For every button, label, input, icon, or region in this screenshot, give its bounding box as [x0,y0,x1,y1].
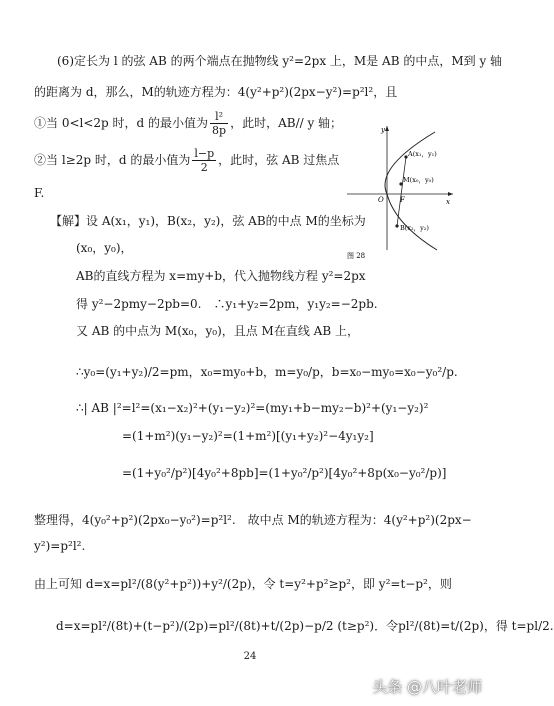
x-axis-label: x [446,198,450,206]
solution-line-1: 【解】设 A(x₁，y₁)，B(x₂，y₂)，弦 AB的中点 M的坐标为 [50,214,366,228]
solution-line-5: 又 AB 的中点为 M(x₀，y₀)，且点 M在直线 AB 上， [76,324,359,338]
solution-line-10: 整理得，4(y₀²+p²)(2px₀−y₀²)=p²l². 故中点 M的轨迹方程为：4(y²+p²)(2px− [34,513,472,527]
solution-line-8: =(1+m²)(y₁−y₂)²=(1+m²)[(y₁+y₂)²−4y₁y₂] [122,429,374,443]
problem-line-2: 的距离为 d，那么，M的轨迹方程为：4(y²+p²)(2px−y²)=p²l²，且 [34,85,398,99]
case-1-text: ①当 0<l<2p 时，d 的最小值为 [34,116,209,130]
page-number: 24 [243,651,257,662]
y-axis-label: y [381,126,385,134]
point-a-label: A(x₁，y₁) [408,150,437,158]
case-2-fraction: $\frac{l-p}{2}$ [194,147,215,174]
solution-line-12: 由上可知 d=x=pl²/(8(y²+p²))+y²/(2p)，令 t=y²+p²≥p²，即 y²=t−p²，则 [34,577,452,591]
problem-line-1: (6)定长为 l 的弦 AB 的两个端点在抛物线 y²=2px 上，M是 AB 的中点，M到 y 轴 [57,54,503,68]
case-2-line [34,147,339,174]
case-1-fraction: $\frac{\text{l²}}{8p}$ [212,110,227,137]
solution-line-2: (x₀，y₀)， [76,241,133,255]
origin-label: O [378,196,384,204]
case-2-line-end: F. [34,186,45,200]
point-m-label: M(x₀，y₀) [403,176,434,184]
figure-caption: 图 28 [347,252,366,260]
focus-label: F [400,196,405,204]
chord-ab [397,157,406,226]
watermark: 头条 @八叶老师 [372,678,482,696]
x-axis-arrow [448,192,453,196]
solution-line-6: ∴y₀=(y₁+y₂)/2=pm，x₀=my₀+b，m=y₀/p，b=x₀−my₀=x₀−y₀²/p. [76,365,458,379]
solution-line-9: =(1+y₀²/p²)[4y₀²+8pb]=(1+y₀²/p²)[4y₀²+8p(x₀−y₀²/p)] [122,466,447,480]
solution-line-4: 得 y²−2pmy−2pb=0. ∴y₁+y₂=2pm，y₁y₂=−2pb. [76,297,378,311]
solution-line-3: AB的直线方程为 x=my+b，代入抛物线方程 y²=2px [76,269,366,283]
parabola-figure [345,118,457,260]
solution-line-7: ∴| AB |²=l²=(x₁−x₂)²+(y₁−y₂)²=(my₁+b−my₂−b)²+(y₁−y₂)² [76,401,429,415]
case-1-tail: ，此时，AB// y 轴； [230,116,343,130]
case-2-text: ②当 l≥2p 时，d 的最小值为 [34,153,191,167]
solution-line-13: d=x=pl²/(8t)+(t−p²)/(2p)=pl²/(8t)+t/(2p)−p/2 (t≥p²)．令pl²/(8t)=t/(2p)，得 t=pl/2. [56,619,554,633]
point-b [395,224,398,227]
case-2-tail: ，此时，弦 AB 过焦点 [218,153,340,167]
point-b-label: B(x₂，y₂) [400,224,429,232]
y-axis-arrow [385,126,389,131]
case-1-line [34,110,342,137]
solution-line-11: y²)=p²l². [34,539,86,553]
